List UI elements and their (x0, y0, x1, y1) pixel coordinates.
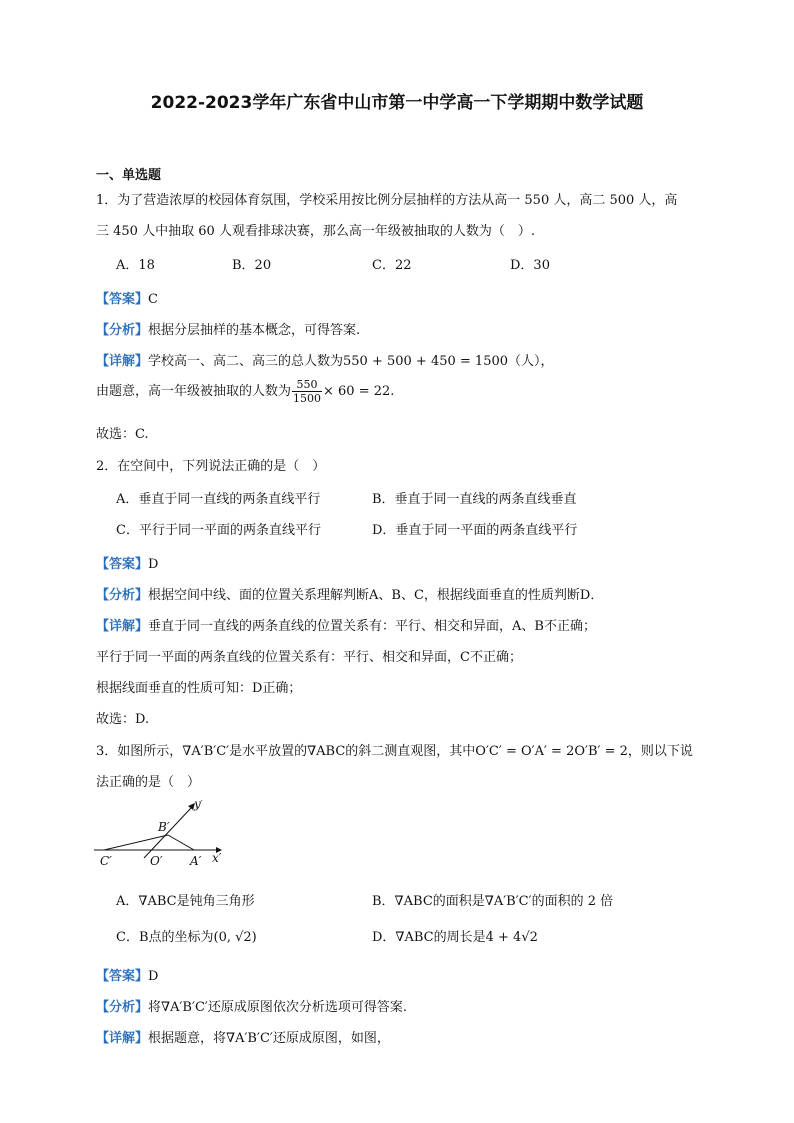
q1-analysis-text: 根据分层抽样的基本概念，可得答案. (148, 323, 361, 338)
q1-detail-line2 (96, 378, 394, 405)
analysis-tag: 【分析】 (96, 323, 149, 338)
q3-option-d: D．∇ABC的周长是4 + 4√2 (372, 930, 538, 945)
answer-tag: 【答案】 (96, 557, 149, 572)
q1-stem-line1: 1．为了营造浓厚的校园体育氛围，学校采用按比例分层抽样的方法从高一 550 人，高二 500 人，高 (96, 193, 678, 208)
page-title: 2022-2023学年广东省中山市第一中学高一下学期期中数学试题 (150, 93, 644, 113)
detail-tag: 【详解】 (96, 354, 149, 369)
q3-detail-text: 根据题意，将∇A′B′C′还原成原图，如图， (148, 1031, 390, 1046)
q3-option-b: B．∇ABC的面积是∇A′B′C′的面积的 2 倍 (372, 894, 614, 909)
q1-detail2-post: × 60 = 22. (323, 384, 395, 399)
fraction-numerator: 550 (292, 378, 322, 392)
q3-answer-value: D (148, 969, 159, 984)
q2-choice: 故选：D. (96, 712, 150, 727)
triangle-diagram (94, 800, 234, 870)
q1-answer-value: C (148, 292, 158, 307)
q3-analysis (96, 996, 407, 1015)
q1-detail (96, 350, 554, 369)
label-x: x′ (212, 851, 222, 865)
q2-analysis (96, 584, 603, 603)
q3-answer (96, 965, 158, 984)
q3-detail (96, 1027, 390, 1046)
q2-option-b: B．垂直于同一直线的两条直线垂直 (372, 492, 577, 507)
q2-option-c: C．平行于同一平面的两条直线平行 (116, 523, 321, 538)
segment-b-a (168, 835, 194, 850)
section-heading: 一、单选题 (96, 168, 162, 183)
q1-option-d: D．30 (510, 258, 550, 273)
analysis-tag: 【分析】 (96, 1000, 149, 1015)
answer-tag: 【答案】 (96, 969, 149, 984)
q1-answer (96, 288, 158, 307)
q1-option-c: C．22 (372, 258, 412, 273)
q2-detail-text: 垂直于同一直线的两条直线的位置关系有：平行、相交和异面，A、B不正确； (148, 619, 596, 634)
label-c: C′ (100, 854, 112, 868)
q1-analysis (96, 319, 360, 338)
q2-detail-line2: 平行于同一平面的两条直线的位置关系有：平行、相交和异面，C不正确； (96, 650, 522, 665)
q1-stem-line2: 三 450 人中抽取 60 人观看排球决赛，那么高一年级被抽取的人数为（ ）. (96, 224, 536, 239)
q3-analysis-text: 将∇A′B′C′还原成原图依次分析选项可得答案. (148, 1000, 407, 1015)
q3-stem-line1: 3．如图所示，∇A′B′C′是水平放置的∇ABC的斜二测直观图，其中O′C′ = O′A′ = 2O′B′ = 2，则以下说 (96, 744, 693, 759)
q1-detail-text: 学校高一、高二、高三的总人数为550 + 500 + 450 = 1500（人）， (148, 354, 554, 369)
label-a: A′ (190, 854, 202, 868)
label-y: y′ (194, 800, 204, 811)
q2-analysis-text: 根据空间中线、面的位置关系理解判断A、B、C，根据线面垂直的性质判断D． (148, 588, 604, 603)
fraction (292, 378, 322, 405)
q2-answer-value: D (148, 557, 159, 572)
detail-tag: 【详解】 (96, 619, 149, 634)
q3-option-a: A．∇ABC是钝角三角形 (116, 894, 255, 909)
q1-option-b: B．20 (232, 258, 272, 273)
q2-stem: 2．在空间中，下列说法正确的是（ ） (96, 459, 326, 474)
q2-answer (96, 553, 158, 572)
q2-detail (96, 615, 596, 634)
q2-detail-line3: 根据线面垂直的性质可知：D正确； (96, 681, 302, 696)
analysis-tag: 【分析】 (96, 588, 149, 603)
label-b: B′ (158, 820, 170, 834)
detail-tag: 【详解】 (96, 1031, 149, 1046)
fraction-denominator: 1500 (293, 392, 322, 405)
q3-option-c: C．B点的坐标为(0, √2) (116, 930, 257, 945)
label-o: O′ (150, 854, 163, 868)
q2-option-a: A．垂直于同一直线的两条直线平行 (116, 492, 321, 507)
q3-stem-line2: 法正确的是（ ） (96, 775, 201, 790)
q1-choice: 故选：C. (96, 427, 149, 442)
q1-detail2-pre: 由题意，高一年级被抽取的人数为 (96, 384, 292, 399)
oblique-projection-figure (94, 800, 234, 874)
q1-option-a: A．18 (116, 258, 155, 273)
q2-option-d: D．垂直于同一平面的两条直线平行 (372, 523, 578, 538)
answer-tag: 【答案】 (96, 292, 149, 307)
